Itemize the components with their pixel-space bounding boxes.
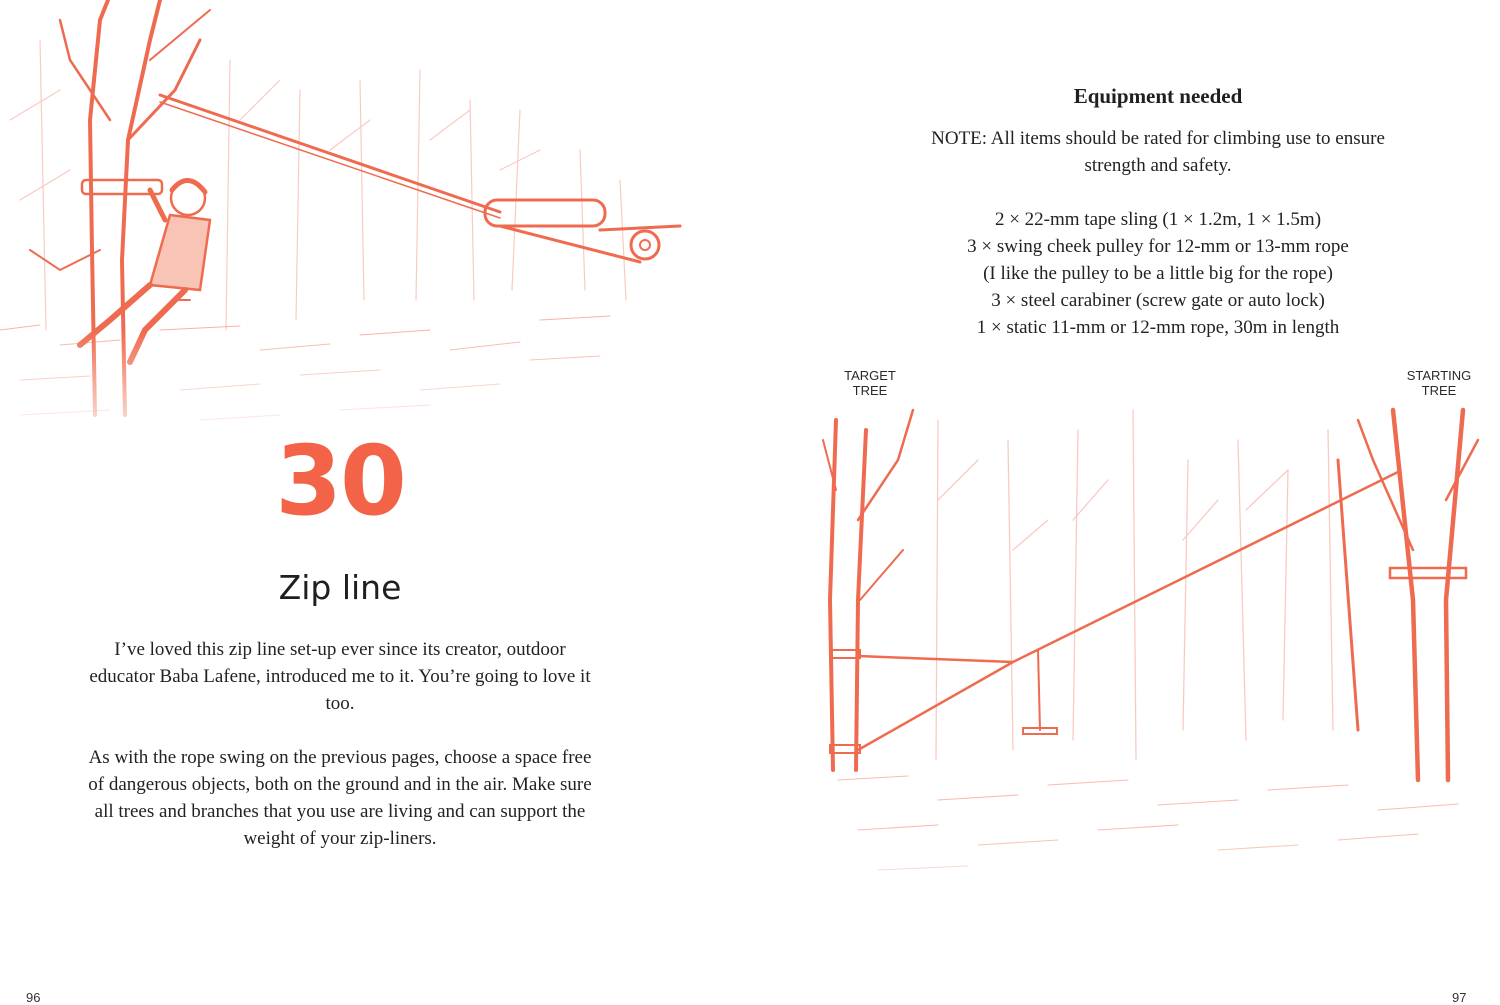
target-tree-label: TARGET TREE — [844, 368, 896, 398]
zip-line-child-illustration — [0, 0, 690, 455]
equipment-item: 3 × swing cheek pulley for 12-mm or 13-mm rope — [967, 236, 1349, 257]
intro-paragraph: I’ve loved this zip line set-up ever since its creator, outdoor educator Baba Lafene, introduced me to it. You’re going to love it too. — [89, 639, 591, 714]
page-number: 97 — [1452, 990, 1467, 1005]
equipment-item: 1 × static 11-mm or 12-mm rope, 30m in length — [976, 317, 1340, 338]
activity-title: Zip line — [278, 568, 402, 607]
intro-text — [80, 636, 600, 879]
page-number: 96 — [26, 990, 41, 1005]
zip-line-setup-illustration — [818, 400, 1490, 920]
equipment-list — [908, 206, 1408, 341]
equipment-item: 2 × 22-mm tape sling (1 × 1.2m, 1 × 1.5m) — [994, 209, 1322, 230]
equipment-item: 3 × steel carabiner (screw gate or auto lock) — [991, 290, 1325, 311]
equipment-item: (I like the pulley to be a little big for the rope) — [983, 263, 1333, 284]
starting-tree-label: STARTING TREE — [1406, 368, 1472, 398]
intro-paragraph: As with the rope swing on the previous pages, choose a space free of dangerous objects, both on the ground and in the air. Make sure all trees and branches that you use are living and can support the weight of your zip-liners. — [88, 747, 592, 849]
activity-number: 30 — [275, 425, 405, 537]
equipment-note: NOTE: All items should be rated for climbing use to ensure strength and safety. — [931, 128, 1385, 176]
equipment-heading: Equipment needed — [1073, 84, 1243, 108]
